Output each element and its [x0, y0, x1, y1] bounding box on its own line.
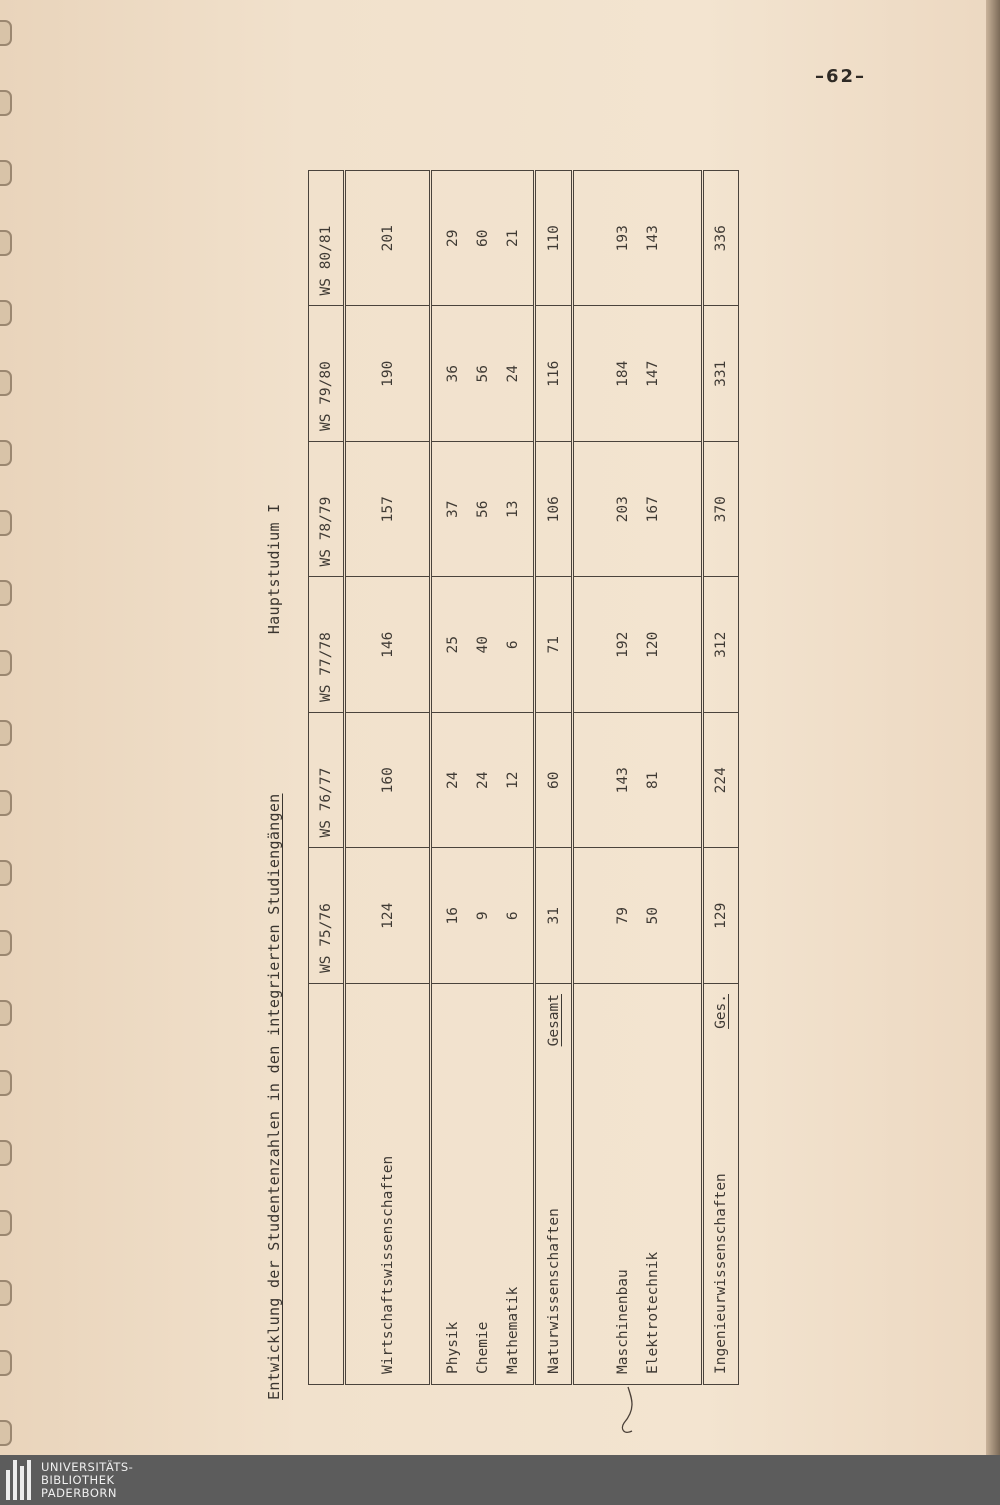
value-cell: 116: [535, 306, 573, 442]
value-cell: 160: [345, 713, 431, 849]
value: 6: [504, 640, 521, 650]
footer-bar: [0, 1455, 1000, 1505]
pen-mark: [606, 1385, 646, 1445]
spiral-binding: [0, 0, 14, 1455]
binding-ring: [0, 440, 12, 466]
binding-ring: [0, 1000, 12, 1026]
library-name-line: UNIVERSITÄTS-: [41, 1459, 134, 1474]
binding-ring: [0, 650, 12, 676]
value: 79: [614, 907, 631, 925]
value-cell: [573, 713, 703, 849]
value: 24: [504, 365, 521, 383]
value: 193: [614, 225, 631, 252]
document-title: Entwicklung der Studentenzahlen in den integrierten Studiengängen: [265, 793, 283, 1400]
value: 184: [614, 360, 631, 387]
binding-ring: [0, 1210, 12, 1236]
page-heading: [265, 503, 283, 1400]
row-label-cell: [703, 984, 739, 1385]
value: 56: [474, 365, 491, 383]
value: 143: [614, 767, 631, 794]
binding-ring: [0, 1420, 12, 1446]
row-label: Elektrotechnik: [644, 1251, 661, 1374]
value-cell: [573, 848, 703, 984]
value-cell: [431, 171, 535, 307]
column-header: WS 80/81: [309, 171, 345, 307]
row-label-cell: [431, 984, 535, 1385]
value-cell: [431, 577, 535, 713]
value-cell: 201: [345, 171, 431, 307]
value-cell: [431, 848, 535, 984]
page-number: –62–: [815, 66, 867, 87]
binding-ring: [0, 300, 12, 326]
library-name-line: PADERBORN: [41, 1485, 118, 1500]
binding-ring: [0, 720, 12, 746]
value-cell: [573, 171, 703, 307]
value: 167: [644, 496, 661, 523]
column-header: WS 76/77: [309, 713, 345, 849]
page-edge: [986, 0, 1000, 1455]
value: 24: [474, 771, 491, 789]
table-row-total: [703, 171, 739, 1385]
value: 56: [474, 500, 491, 518]
value-cell: [431, 442, 535, 578]
value: 25: [444, 636, 461, 654]
column-header: WS 79/80: [309, 306, 345, 442]
value: 13: [504, 500, 521, 518]
value-cell: 370: [703, 442, 739, 578]
value: 203: [614, 496, 631, 523]
binding-ring: [0, 1350, 12, 1376]
binding-ring: [0, 20, 12, 46]
row-label: Ingenieurwissenschaften: [713, 1173, 729, 1374]
library-name-line: BIBLIOTHEK: [41, 1472, 115, 1487]
value: 192: [614, 631, 631, 658]
table-header-row: [309, 171, 345, 1385]
value: 36: [444, 365, 461, 383]
value: 37: [444, 500, 461, 518]
library-logo-icon: [6, 1460, 31, 1500]
binding-ring: [0, 160, 12, 186]
value-cell: 106: [535, 442, 573, 578]
row-label-suffix: Ges.: [713, 994, 729, 1029]
value: 147: [644, 360, 661, 387]
value: 9: [474, 911, 491, 921]
binding-ring: [0, 1280, 12, 1306]
binding-ring: [0, 580, 12, 606]
row-label: Maschinenbau: [614, 1269, 631, 1374]
value: 60: [474, 229, 491, 247]
value-cell: 331: [703, 306, 739, 442]
value: 16: [444, 907, 461, 925]
value-cell: 157: [345, 442, 431, 578]
row-label: Chemie: [474, 1321, 491, 1374]
value-cell: 60: [535, 713, 573, 849]
value-cell: 336: [703, 171, 739, 307]
binding-ring: [0, 230, 12, 256]
row-label: Naturwissenschaften: [545, 1208, 562, 1374]
row-label: Wirtschaftswissenschaften: [379, 1155, 396, 1374]
value-cell: [573, 577, 703, 713]
binding-ring: [0, 90, 12, 116]
value-cell: 146: [345, 577, 431, 713]
value: 29: [444, 229, 461, 247]
value-cell: [573, 442, 703, 578]
value: 6: [504, 911, 521, 921]
value: 143: [644, 225, 661, 252]
row-label: Physik: [444, 1321, 461, 1374]
table-row-group: [431, 171, 535, 1385]
binding-ring: [0, 370, 12, 396]
library-name: [41, 1461, 133, 1500]
student-numbers-table: [308, 170, 739, 1385]
value: 40: [474, 636, 491, 654]
table-row-group: [345, 171, 431, 1385]
value-cell: 129: [703, 848, 739, 984]
value-cell: 71: [535, 577, 573, 713]
row-label-suffix: Gesamt: [545, 994, 562, 1047]
binding-ring: [0, 860, 12, 886]
value-cell: 312: [703, 577, 739, 713]
value-cell: [431, 713, 535, 849]
header-corner-cell: [309, 984, 345, 1385]
row-label-cell: [573, 984, 703, 1385]
table-row-total: [535, 171, 573, 1385]
value-cell: 224: [703, 713, 739, 849]
column-header: WS 78/79: [309, 442, 345, 578]
value-cell: [431, 306, 535, 442]
value-cell: 190: [345, 306, 431, 442]
value-cell: [573, 306, 703, 442]
value: 21: [504, 229, 521, 247]
binding-ring: [0, 1070, 12, 1096]
value-cell: 110: [535, 171, 573, 307]
table-container: [308, 170, 736, 1385]
column-header: WS 75/76: [309, 848, 345, 984]
binding-ring: [0, 790, 12, 816]
value: 120: [644, 631, 661, 658]
value: 81: [644, 771, 661, 789]
row-label: Mathematik: [504, 1286, 521, 1374]
table-row-group: [573, 171, 703, 1385]
value-cell: 31: [535, 848, 573, 984]
value: 12: [504, 771, 521, 789]
binding-ring: [0, 1140, 12, 1166]
row-label-cell: [535, 984, 573, 1385]
column-header: WS 77/78: [309, 577, 345, 713]
binding-ring: [0, 930, 12, 956]
binding-ring: [0, 510, 12, 536]
value: 50: [644, 907, 661, 925]
value-cell: 124: [345, 848, 431, 984]
row-label-cell: [345, 984, 431, 1385]
value: 24: [444, 771, 461, 789]
document-subtitle: Hauptstudium I: [265, 503, 283, 635]
